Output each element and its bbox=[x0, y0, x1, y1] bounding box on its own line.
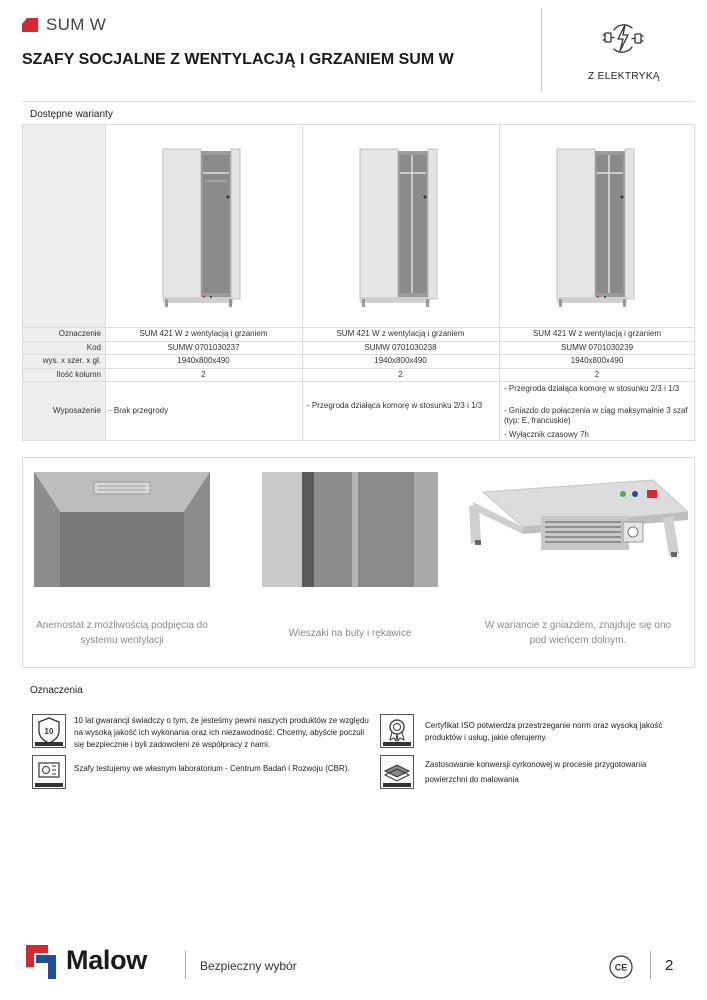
cabinet-image bbox=[159, 147, 245, 307]
dimensions-value: 1940x800x490 bbox=[570, 356, 624, 365]
designation-value: SUM 421 W z wentylacją i grzaniem bbox=[139, 329, 268, 338]
feature-caption: Anemostat z możliwością podpięcia do systemu wentylacji bbox=[36, 620, 208, 646]
socket-photo bbox=[463, 472, 691, 592]
row-divider bbox=[23, 327, 694, 328]
designation-value: SUM 421 W z wentylacją i grzaniem bbox=[532, 329, 662, 338]
page-title: SZAFY SOCJALNE Z WENTYLACJĄ I GRZANIEM SUM W bbox=[22, 51, 454, 68]
row-label-column bbox=[23, 125, 105, 440]
dimensions-value: 1940x800x490 bbox=[374, 356, 427, 365]
cabinet-image bbox=[356, 147, 442, 307]
zirconium-conversion-icon bbox=[380, 755, 414, 789]
warranty-10-years-icon bbox=[32, 714, 66, 748]
code-value: SUMW 0701030238 bbox=[364, 343, 437, 352]
laboratory-tested-icon bbox=[32, 755, 66, 789]
code-value: SUMW 0701030237 bbox=[167, 343, 240, 352]
marking-text: Certyfikat ISO potwierdza przestrzeganie norm oraz wysoką jakość produktów i usług, jakie oferujemy. bbox=[425, 721, 663, 742]
label-code: Kod bbox=[86, 343, 101, 352]
marking-text: 10 lat gwarancji świadczy o tym, że jesteśmy pewni naszych produktów ze względu na wysoką jakość ich wykonania oraz ich niezawodność. Chcemy, abyście poczuli się bezpiecznie i byli zadowoleni ze współpracy z nami. bbox=[74, 716, 369, 749]
variant-column bbox=[302, 125, 499, 440]
row-divider bbox=[23, 354, 694, 355]
dimensions-value: 1940x800x490 bbox=[177, 356, 230, 365]
features-panel bbox=[22, 457, 695, 668]
feature-caption: W wariancie z gniazdem, znajduje się ono pod wieńcem dolnym. bbox=[484, 620, 672, 646]
label-designation: Oznaczenie bbox=[58, 329, 101, 338]
variants-table bbox=[22, 124, 695, 441]
columns-value: 2 bbox=[398, 370, 403, 379]
cabinet-image bbox=[553, 147, 639, 307]
variant-column bbox=[105, 125, 302, 440]
header-rule bbox=[22, 101, 694, 102]
equipment-value: - Przegroda działąca komorę w stosunku 2/3 i 1/3 bbox=[504, 384, 680, 393]
marking-text: Zastosowanie konwersji cyrkonowej w procesie przygotowania powierzchni do malowania bbox=[425, 760, 647, 784]
anemostat-photo bbox=[34, 472, 210, 587]
feature-caption: Wieszaki na buty i rękawice bbox=[288, 628, 412, 639]
equipment-value: - Wyłącznik czasowy 7h bbox=[504, 430, 589, 439]
brand-tagline: Bezpieczny wybór bbox=[200, 959, 297, 973]
footer-divider bbox=[185, 951, 186, 979]
ce-mark-icon bbox=[609, 955, 633, 979]
columns-value: 2 bbox=[201, 370, 206, 379]
columns-value: 2 bbox=[594, 370, 600, 379]
warranty-years-text: 10 bbox=[44, 727, 54, 736]
designation-value: SUM 421 W z wentylacją i grzaniem bbox=[336, 329, 465, 338]
series-mark-icon bbox=[22, 18, 38, 32]
row-divider bbox=[23, 381, 694, 382]
equipment-value: - Brak przegrody bbox=[109, 406, 169, 415]
electric-feature-label: Z ELEKTRYKĄ bbox=[587, 71, 661, 82]
row-divider bbox=[23, 341, 694, 342]
plug-lightning-icon bbox=[601, 20, 645, 56]
iso-certificate-icon bbox=[380, 714, 414, 748]
malow-logo-icon bbox=[26, 945, 56, 979]
brand-name: Malow bbox=[66, 945, 148, 975]
footer-divider bbox=[650, 951, 651, 979]
variants-section-label: Dostępne warianty bbox=[30, 109, 113, 120]
markings-section-label: Oznaczenia bbox=[30, 685, 83, 696]
ce-mark-text: CE bbox=[614, 962, 628, 973]
equipment-value: - Przegroda działąca komorę w stosunku 2/3 i 1/3 bbox=[307, 401, 483, 410]
hangers-photo bbox=[262, 472, 438, 587]
code-value: SUMW 0701030239 bbox=[560, 343, 634, 352]
label-dimensions: wys. x szer. x gł. bbox=[42, 356, 101, 365]
series-name: SUM W bbox=[46, 15, 107, 34]
page-number: 2 bbox=[665, 957, 674, 974]
label-columns: Ilość kolumn bbox=[56, 370, 101, 379]
row-divider bbox=[23, 368, 694, 369]
marking-text: Szafy testujemy we własnym laboratorium - Centrum Badań i Rozwoju (CBR). bbox=[74, 764, 350, 773]
label-equipment: Wyposażenie bbox=[53, 406, 101, 415]
equipment-value: - Gniazdo do połączenia w ciąg maksymalnie 3 szaf (typ: E, francuskie) bbox=[504, 406, 688, 425]
